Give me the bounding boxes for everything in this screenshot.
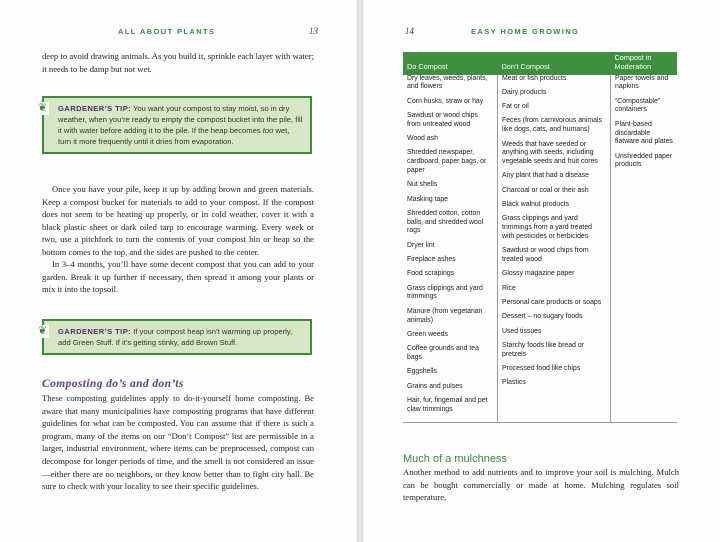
column-header-moderation: Compost in Moderation — [611, 52, 678, 75]
table-cell: Paper towels and napkins — [615, 74, 669, 91]
table-cell: Grass clippings and yard trimmings — [407, 284, 483, 301]
table-cell: Plastics — [502, 379, 526, 387]
page-number-left: 13 — [309, 26, 318, 36]
table-cell: Black walnut products — [502, 201, 570, 209]
table-cell: Meat or fish products — [502, 74, 567, 82]
gardener-tip-box — [37, 96, 312, 154]
right-page — [363, 0, 720, 542]
table-cell: Grass clippings and yard trimmings from a yard treated with pesticides or herbicides — [502, 215, 592, 240]
column-header-dont: Don’t Compost — [498, 52, 611, 75]
tip-text-start: You want your compost to stay moist, so in dry weather, when you’re ready to empty the compost bucket into the pile, fill it with water before adding it to the pile. If the heap becomes — [58, 104, 303, 135]
table-cell: Eggshells — [407, 368, 437, 376]
table-cell: Green weeds — [407, 330, 448, 338]
tip-text-end: wet, turn it more frequently until it dries from evaporation. — [58, 126, 290, 146]
table-cell: Unshredded paper products — [615, 152, 673, 169]
compost-table — [403, 52, 677, 423]
running-header-left: ALL ABOUT PLANTS — [118, 27, 216, 36]
table-cell: Manure (from vegetarian animals) — [407, 307, 483, 324]
table-cell: Hair, fur, fingernail and pet claw trimmings — [407, 396, 488, 413]
table-cell: Sawdust or wood chips from treated wood — [502, 247, 589, 264]
running-header-right: EASY HOME GROWING — [471, 27, 580, 36]
table-cell: Coffee grounds and tea bags — [407, 345, 479, 361]
do-compost-column — [403, 75, 498, 423]
table-cell: Feces (from carnivorous animals like dogs, cats, and humans) — [502, 117, 602, 134]
gardener-tip-box — [37, 319, 312, 355]
table-cell: Dairy products — [502, 88, 547, 96]
leaf-icon: ❦ — [37, 325, 48, 337]
table-cell: Any plant that had a disease — [502, 172, 589, 180]
table-cell: Starchy foods like bread or pretzels — [502, 341, 584, 358]
table-cell: Corn husks, straw or hay — [407, 97, 484, 105]
dont-compost-column — [498, 75, 611, 423]
table-cell: Food scrapings — [407, 270, 455, 278]
table-cell: Plant-based discardable flatware and plates — [615, 120, 673, 146]
table-cell: Dry leaves, weeds, plants, and flowers — [407, 74, 488, 91]
table-cell: Nut shells — [407, 181, 438, 189]
table-cell: Processed food like chips — [502, 364, 581, 372]
table-cell: Masking tape — [407, 195, 448, 203]
table-cell: Dryer lint — [407, 241, 435, 249]
intro-paragraph: deep to avoid drawing animals. As you build it, sprinkle each layer with water; it needs to be damp but not wet. — [42, 51, 314, 74]
column-header-do: Do Compost — [403, 52, 498, 75]
tip-emphasis: too — [262, 126, 274, 135]
table-cell: Used tissues — [502, 327, 542, 335]
table-cell: Weeds that have seeded or anything with seeds, including vegetable seeds and fruit cores — [502, 140, 598, 166]
table-cell: “Compostable” containers — [615, 97, 661, 114]
table-cell: Grains and pulses — [407, 382, 463, 390]
table-cell: Dessert – no sugary foods — [502, 313, 583, 321]
section-heading-dos-donts: Composting do’s and don’ts — [42, 378, 184, 390]
tip-label: GARDENER’S TIP: — [58, 104, 132, 113]
table-cell: Shredded newspaper, cardboard, paper bags, or paper — [407, 149, 487, 174]
left-page — [0, 0, 357, 542]
table-cell: Charcoal or coal or their ash — [502, 186, 589, 194]
leaf-icon: ❦ — [37, 102, 48, 114]
compost-pile-paragraph: Once you have your pile, keep it up by adding brown and green materials. Keep a compost bucket for materials to add to your compost. If the compost does not seem to be heating up properly, or in cold weather, cover it with a black plastic sheet or dark oiled tarp to encourage warming. Every week or two, use a pitchfork to turn the contents of your compost bin or heap so the bottom comes to the top, and the sides are pushed to the center. — [42, 184, 314, 257]
table-cell: Sawdust or wood chips from untreated wood — [407, 111, 478, 128]
table-cell: Glossy magazine paper — [502, 270, 575, 278]
table-cell: Shredded cotton, cotton balls, and shredded wool rags — [407, 209, 484, 235]
table-cell: Personal care products or soaps — [502, 298, 602, 306]
mulch-paragraph: Another method to add nutrients and to improve your soil is mulching. Mulch can be bought commercially or made at home. Mulching regulates soil temperature, — [403, 467, 679, 503]
table-cell: Rice — [502, 284, 516, 292]
tip-text: If your compost heap isn’t warming up properly, add Green Stuff. If it’s getting stinky, add Brown Stuff. — [58, 327, 293, 347]
page-number-right: 14 — [405, 26, 414, 36]
section-heading-mulch: Much of a mulchness — [403, 453, 507, 465]
guidelines-paragraph: These composting guidelines apply to do-it-yourself home composting. Be aware that many municipalities have composting programs that have different guidelines for what can be composted. You can assume that if there is such a program, many of the items on our “Don’t Compost” list are permissible in a larger, industrial environment, where items can be preprocessed, compost can decompose for longer periods of time, and the smell is not considered an issue—either there are no neighbors, or they know better than to fight city hall. Be sure to check with your locality to see their specific guidelines. — [42, 393, 314, 492]
tip-label: GARDENER’S TIP: — [58, 327, 132, 336]
table-cell: Wood ash — [407, 135, 438, 143]
three-months-paragraph: In 3–4 months, you’ll have some decent compost that you can add to your garden. Break it up further if necessary, then spread it among your plants or mix it into the topsoil. — [42, 259, 314, 295]
table-cell: Fat or oil — [502, 103, 529, 111]
table-cell: Fireplace ashes — [407, 256, 456, 264]
moderation-column — [611, 75, 678, 423]
